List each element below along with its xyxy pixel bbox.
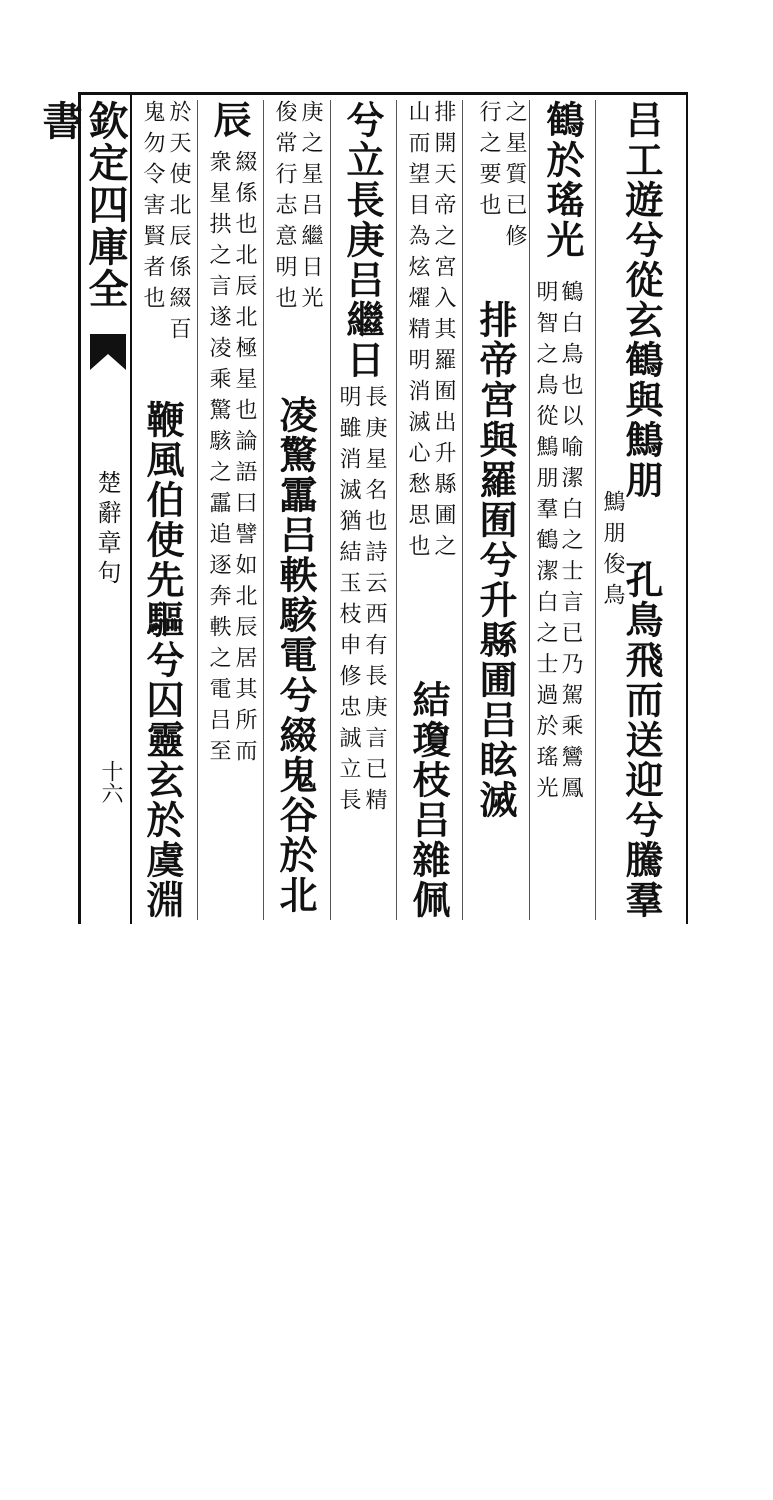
- margin-book-title: 楚辭章句: [93, 470, 121, 590]
- annotation-column: 鶴白鳥也以喻潔白之士言已乃駕乘鸞鳳: [558, 280, 583, 807]
- column-rule: [396, 100, 397, 920]
- margin-page-number: 十六: [98, 760, 123, 804]
- fishtail-mark-icon: [88, 332, 128, 372]
- text-column: 兮立長庚吕繼日: [340, 100, 385, 380]
- column-rule: [462, 100, 463, 920]
- column-rule: [197, 100, 198, 920]
- annotation-column: 明雖消滅猶結玉枝申修忠誠立長: [336, 385, 361, 819]
- text-column: 鶴於瑤光: [540, 100, 585, 260]
- annotation-column: 長庚星名也詩云西有長庚言已精: [362, 385, 387, 819]
- column-rule: [330, 100, 331, 920]
- annotation-column: 鬼勿令害賢者也: [140, 100, 165, 317]
- annotation-column: 庚之星吕繼日光: [298, 100, 323, 317]
- annotation-column: 綴係也北辰北極星也論語曰譬如北辰居其所而: [232, 150, 257, 770]
- margin-divider: [130, 92, 132, 924]
- column-rule: [529, 100, 530, 920]
- column-rule: [263, 100, 264, 920]
- annotation-column: 山而望目為炫燿精明消滅心愁思也: [405, 100, 430, 565]
- annotation-column: 排開天帝之宮入其羅囿出升縣圃之: [431, 100, 456, 565]
- annotation-column: 鷦朋俊鳥: [600, 490, 625, 614]
- text-column: 排帝宮與羅囿兮升縣圃吕眩滅: [473, 300, 518, 820]
- text-column: 結瓊枝吕雜佩: [406, 680, 451, 920]
- top-border: [78, 92, 688, 95]
- text-column: 凌驚靁吕軼駭電兮綴鬼谷於北: [273, 395, 318, 915]
- annotation-column: 於天使北辰係綴百: [166, 100, 191, 348]
- text-column: 孔鳥飛而送迎兮騰羣: [619, 560, 664, 920]
- right-border: [686, 92, 688, 924]
- annotation-column: 行之要也: [476, 100, 501, 224]
- annotation-column: 之星質已修: [502, 100, 527, 255]
- text-column: 吕工遊兮從玄鶴與鷦朋: [619, 100, 664, 500]
- annotation-column: 明智之鳥從鷦朋羣鶴潔白之士過於瑤光: [533, 280, 558, 807]
- annotation-column: 衆星拱之言遂凌乘驚駭之靁追逐奔軼之電吕至: [206, 150, 231, 770]
- annotation-column: 俊常行志意明也: [272, 100, 297, 317]
- text-column: 鞭風伯使先驅兮囚靈玄於虞淵: [140, 400, 185, 920]
- column-rule: [595, 100, 596, 920]
- margin-title: 欽定四庫全書: [36, 100, 129, 310]
- text-column: 辰: [207, 100, 252, 140]
